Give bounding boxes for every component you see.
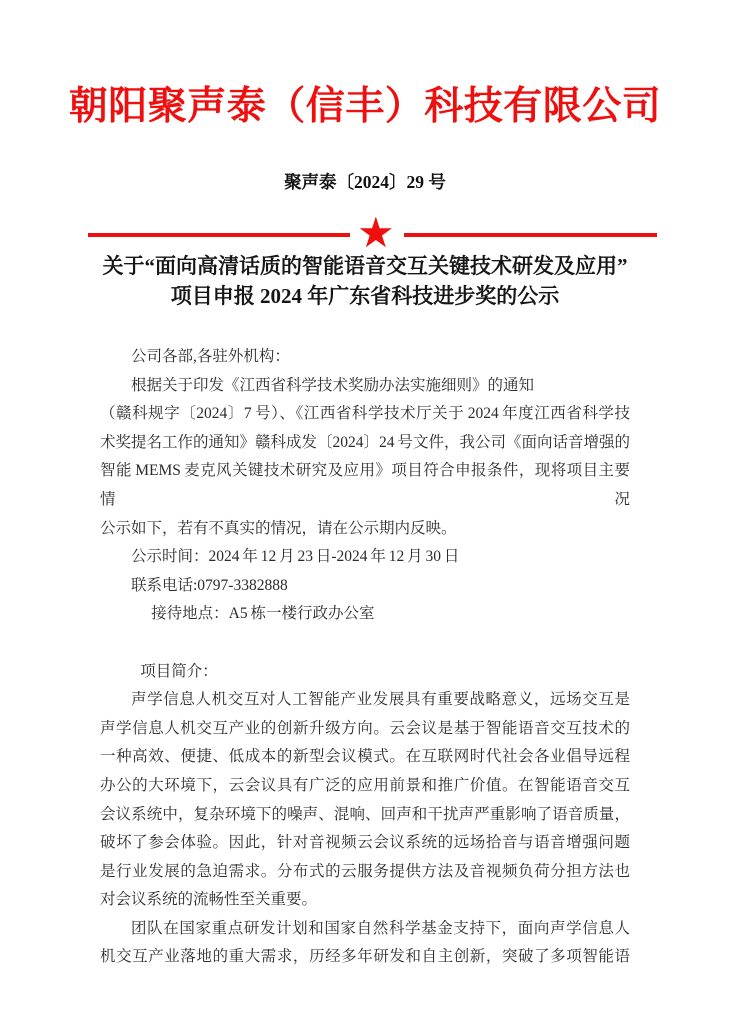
document-number: 聚声泰〔2024〕29 号 [284, 172, 446, 192]
paragraph-line: 术奖提名工作的通知》赣科成发〔2024〕24 号文件，我公司《面向话音增强的 [100, 433, 630, 451]
paragraph-line: 机交互产业落地的重大需求，历经多年研发和自主创新，突破了多项智能语 [100, 948, 630, 966]
contact-phone: 联系电话:0797-3382888 [131, 576, 288, 594]
document-title-line2: 项目申报 2024 年广东省科技进步奖的公示 [170, 284, 560, 308]
paragraph-line: 声学信息人机交互产业的创新升级方向。云会议是基于智能语音交互技术的 [100, 719, 630, 737]
divider-line-left [88, 233, 350, 237]
document-title [0, 251, 730, 311]
paragraph-line: 办公的大环境下，云会议具有广泛的应用前景和推广价值。在智能语音交互 [100, 776, 630, 794]
red-divider [88, 208, 657, 257]
blank-line [100, 629, 630, 658]
section-label-project-intro: 项目简介： [140, 662, 218, 680]
company-letterhead: 朝阳聚声泰（信丰）科技有限公司 [68, 85, 662, 128]
paragraph-line: 会议系统中，复杂环境下的噪声、混响、回声和干扰声严重影响了语音质量， [100, 805, 630, 823]
paragraph-line: 智能 MEMS 麦克风关键技术研究及应用》项目符合申报条件，现将项目主要情况 [100, 462, 630, 508]
publicity-time: 公示时间：2024 年 12 月 23 日-2024 年 12 月 30 日 [131, 548, 460, 566]
paragraph-line: 声学信息人机交互对人工智能产业发展具有重要战略意义，远场交互是 [131, 691, 630, 709]
paragraph-line: 一种高效、便捷、低成本的新型会议模式。在互联网时代社会各业倡导远程 [100, 748, 630, 766]
paragraph-line: 对会议系统的流畅性至关重要。 [100, 891, 318, 909]
salutation: 公司各部,各驻外机构： [131, 348, 290, 365]
paragraph-line: 根据关于印发《江西省科学技术奖励办法实施细则》的通知 [131, 376, 535, 394]
document-body [100, 343, 630, 972]
star-icon: ★ [357, 208, 395, 257]
document-title-line1: 关于“面向高清话质的智能语音交互关键技术研发及应用” [102, 254, 628, 278]
divider-line-right [404, 233, 657, 237]
paragraph-line: 破坏了参会体验。因此，针对音视频云会议系统的远场拾音与语音增强问题 [100, 834, 630, 852]
paragraph-line: 公示如下，若有不真实的情况，请在公示期内反映。 [100, 519, 457, 537]
paragraph-line: 团队在国家重点研发计划和国家自然科学基金支持下，面向声学信息人 [131, 919, 630, 937]
paragraph-line: 是行业发展的急迫需求。分布式的云服务提供方法及音视频负荷分担方法也 [100, 862, 630, 880]
reception-location: 接待地点：A5 栋一楼行政办公室 [151, 605, 375, 623]
paragraph-line: （赣科规字〔2024〕7 号）、《江西省科学技术厅关于 2024 年度江西省科学技 [100, 405, 630, 423]
